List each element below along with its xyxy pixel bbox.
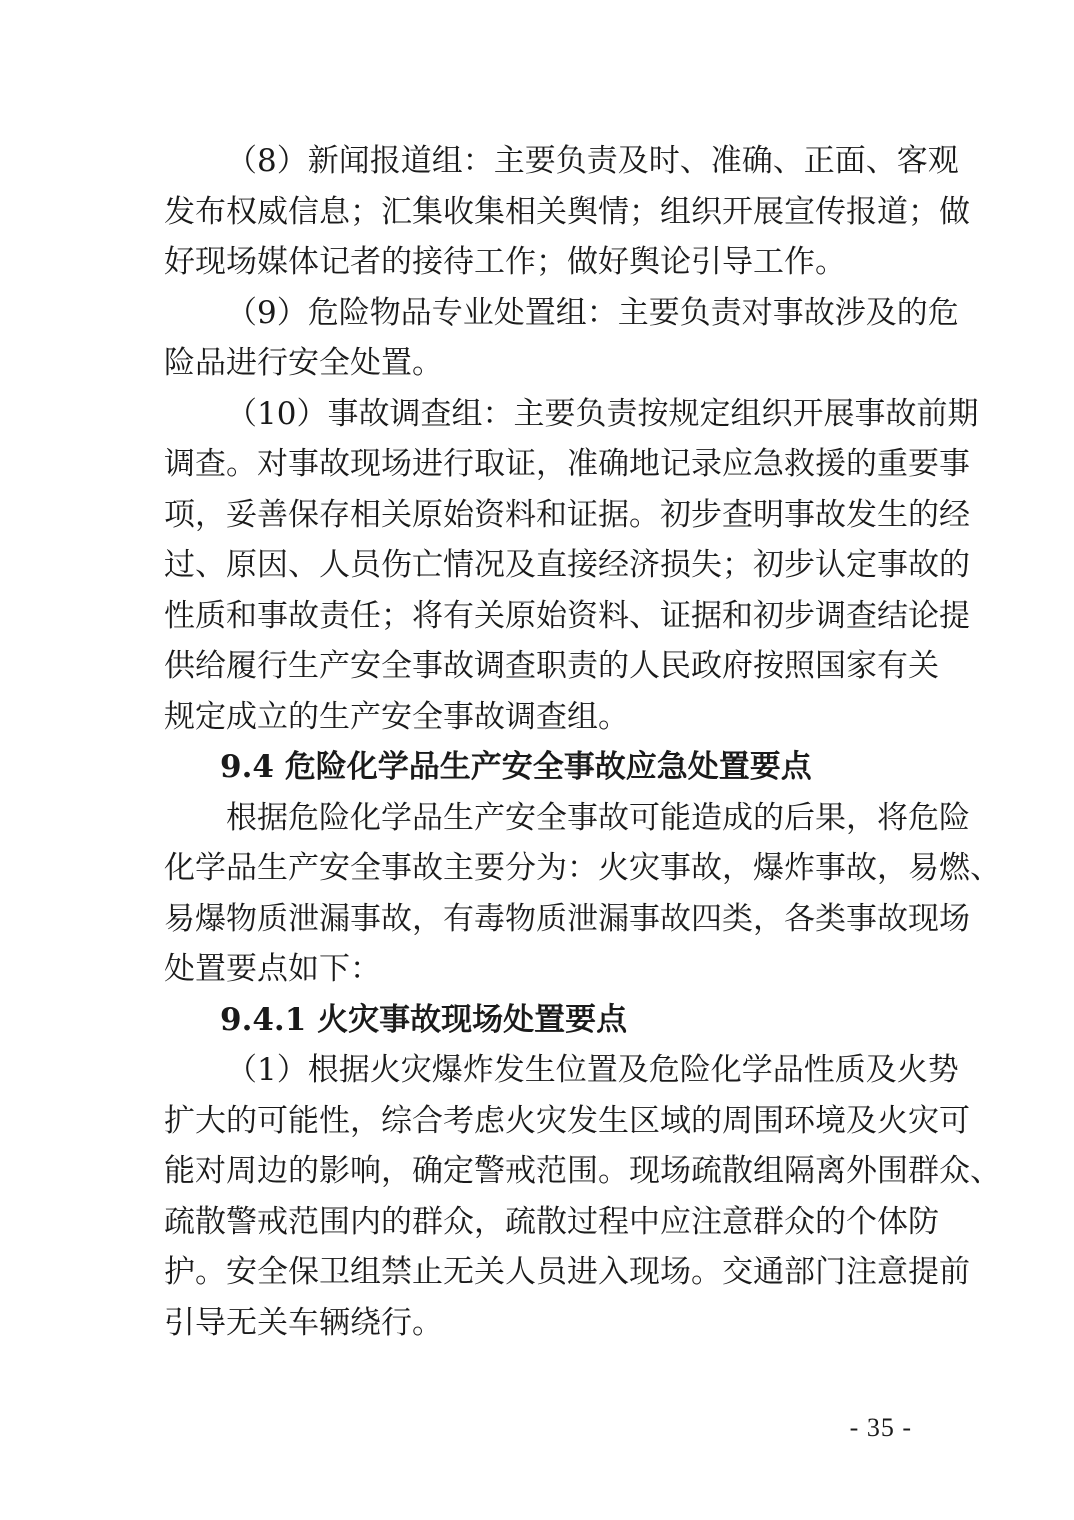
section-heading-9-4-1: 9.4.1 火灾事故现场处置要点 <box>220 1001 628 1038</box>
text-line: 项，妥善保存相关原始资料和证据。初步查明事故发生的经 <box>164 496 970 533</box>
paragraph-hazmat-group <box>164 288 959 389</box>
text-line: 调查。对事故现场进行取证，准确地记录应急救援的重要事 <box>164 446 970 482</box>
text-line: 处置要点如下： <box>164 951 381 987</box>
text-line: 性质和事故责任；将有关原始资料、证据和初步调查结论提 <box>164 597 970 634</box>
text-line: 扩大的可能性，综合考虑火灾发生区域的周围环境及火灾可 <box>164 1102 970 1139</box>
text-line: （10）事故调查组：主要负责按规定组织开展事故前期 <box>226 395 979 432</box>
paragraph-section-9-4 <box>164 793 1001 995</box>
paragraph-investigation-group <box>164 389 979 743</box>
text-line: 易爆物质泄漏事故，有毒物质泄漏事故四类，各类事故现场 <box>164 900 970 937</box>
text-line: （8）新闻报道组：主要负责及时、准确、正面、客观 <box>226 143 959 179</box>
text-line: （1）根据火灾爆炸发生位置及危险化学品性质及火势 <box>226 1052 959 1088</box>
text-line: 引导无关车辆绕行。 <box>164 1304 443 1341</box>
text-line: 化学品生产安全事故主要分为：火灾事故，爆炸事故，易燃、 <box>164 850 1001 886</box>
text-line: 能对周边的影响，确定警戒范围。现场疏散组隔离外围群众、 <box>164 1153 1001 1189</box>
text-line: （9）危险物品专业处置组：主要负责对事故涉及的危 <box>226 294 959 331</box>
text-line: 过、原因、人员伤亡情况及直接经济损失；初步认定事故的 <box>164 547 970 583</box>
text-line: 根据危险化学品生产安全事故可能造成的后果，将危险 <box>226 799 970 836</box>
text-line: 护。安全保卫组禁止无关人员进入现场。交通部门注意提前 <box>164 1254 970 1290</box>
text-line: 规定成立的生产安全事故调查组。 <box>164 698 629 735</box>
text-line: 供给履行生产安全事故调查职责的人民政府按照国家有关 <box>164 648 939 684</box>
page-body <box>164 136 1001 1348</box>
paragraph-fire-response <box>164 1045 1001 1348</box>
text-line: 疏散警戒范围内的群众，疏散过程中应注意群众的个体防 <box>164 1203 939 1240</box>
text-line: 险品进行安全处置。 <box>164 345 443 381</box>
text-line: 好现场媒体记者的接待工作；做好舆论引导工作。 <box>164 244 846 280</box>
section-heading-9-4: 9.4 危险化学品生产安全事故应急处置要点 <box>220 749 812 785</box>
text-line: 发布权威信息；汇集收集相关舆情；组织开展宣传报道；做 <box>164 193 970 230</box>
page-number: - 35 - <box>849 1413 912 1442</box>
paragraph-news-group <box>164 136 970 288</box>
